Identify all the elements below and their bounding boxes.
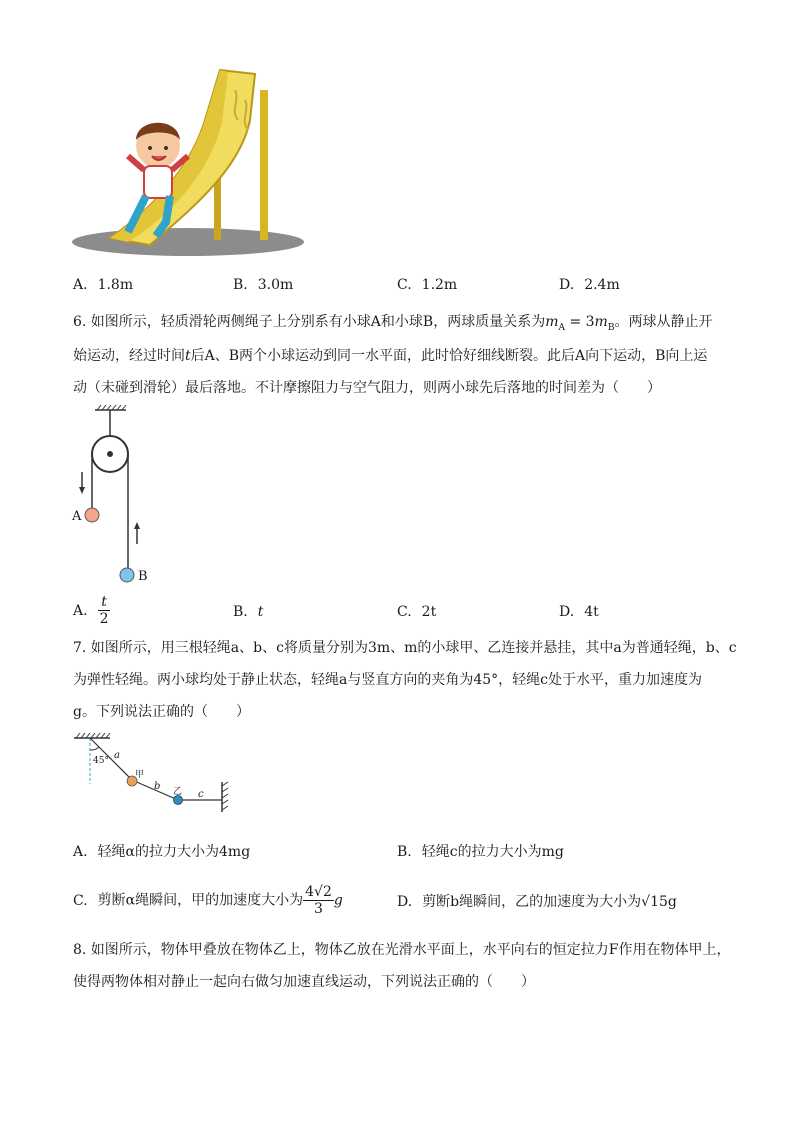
q6-option-c[interactable]: C. 2t xyxy=(397,604,437,620)
q7-option-c[interactable]: C. 剪断α绳瞬间，甲的加速度大小为 $\frac{4√2}{3}$ g xyxy=(73,884,343,917)
q6-option-a[interactable]: A. $\frac{t}{2}$ xyxy=(73,594,109,627)
q7-stem-line3: g。下列说法正确的（ ） xyxy=(73,704,250,720)
q5-option-d[interactable]: D. 2.4m xyxy=(559,277,620,293)
ball-jia-label: 甲 xyxy=(135,770,145,780)
q6-stem-line2: 始运动，经过时间t后A、B两个小球运动到同一水平面，此时恰好细线断裂。此后A向下运动，B向上运 xyxy=(73,348,708,364)
q5-option-c[interactable]: C. 1.2m xyxy=(397,277,458,293)
q5-option-a[interactable]: A. 1.8m xyxy=(73,277,134,293)
ball-a-label: A xyxy=(72,509,82,524)
q7-stem-line1: 7. 如图所示，用三根轻绳a、b、c将质量分别为3m、m的小球甲、乙连接并悬挂，其中a为普通轻绳，b、c xyxy=(73,640,737,656)
fraction-4sqrt2-over-3: $\frac{4√2}{3}$ xyxy=(305,884,332,917)
rope-diagram xyxy=(70,732,240,812)
q8-stem-line2: 使得两物体相对静止一起向右做匀加速直线运动，下列说法正确的（ ） xyxy=(73,974,535,990)
q6-option-d[interactable]: D. 4t xyxy=(559,604,599,620)
q7-option-a[interactable]: A. 轻绳α的拉力大小为4mg xyxy=(73,844,251,860)
q6-option-b[interactable]: B. t xyxy=(233,604,264,620)
q6-stem-line1: 6. 如图所示，轻质滑轮两侧绳子上分别系有小球A和小球B，两球质量关系为$m_A = 3m_B$。两球从静止开 xyxy=(73,314,713,333)
q7-option-b[interactable]: B. 轻绳c的拉力大小为mg xyxy=(397,844,564,860)
rope-c-label: c xyxy=(198,789,204,800)
q7-stem-line2: 为弹性轻绳。两小球均处于静止状态，轻绳a与竖直方向的夹角为45°，轻绳c处于水平，重力加速度为 xyxy=(73,672,702,688)
ball-b-label: B xyxy=(138,569,148,584)
q8-stem-line1: 8. 如图所示，物体甲叠放在物体乙上，物体乙放在光滑水平面上，水平向右的恒定拉力F作用在物体甲上， xyxy=(73,942,731,958)
q5-option-b[interactable]: B. 3.0m xyxy=(233,277,294,293)
ball-yi-label: 乙 xyxy=(173,787,183,797)
angle-label: 45° xyxy=(93,756,109,766)
rope-b-label: b xyxy=(154,781,161,792)
pulley-diagram xyxy=(70,404,160,586)
q7-option-d[interactable]: D. 剪断b绳瞬间，乙的加速度为大小为√15g xyxy=(397,894,677,910)
fraction-t-over-2: $\frac{t}{2}$ xyxy=(99,594,109,627)
q6-stem-line3: 动（未碰到滑轮）最后落地。不计摩擦阻力与空气阻力，则两小球先后落地的时间差为（ ） xyxy=(73,380,661,396)
rope-a-label: a xyxy=(114,750,120,761)
slide-illustration xyxy=(70,60,310,260)
